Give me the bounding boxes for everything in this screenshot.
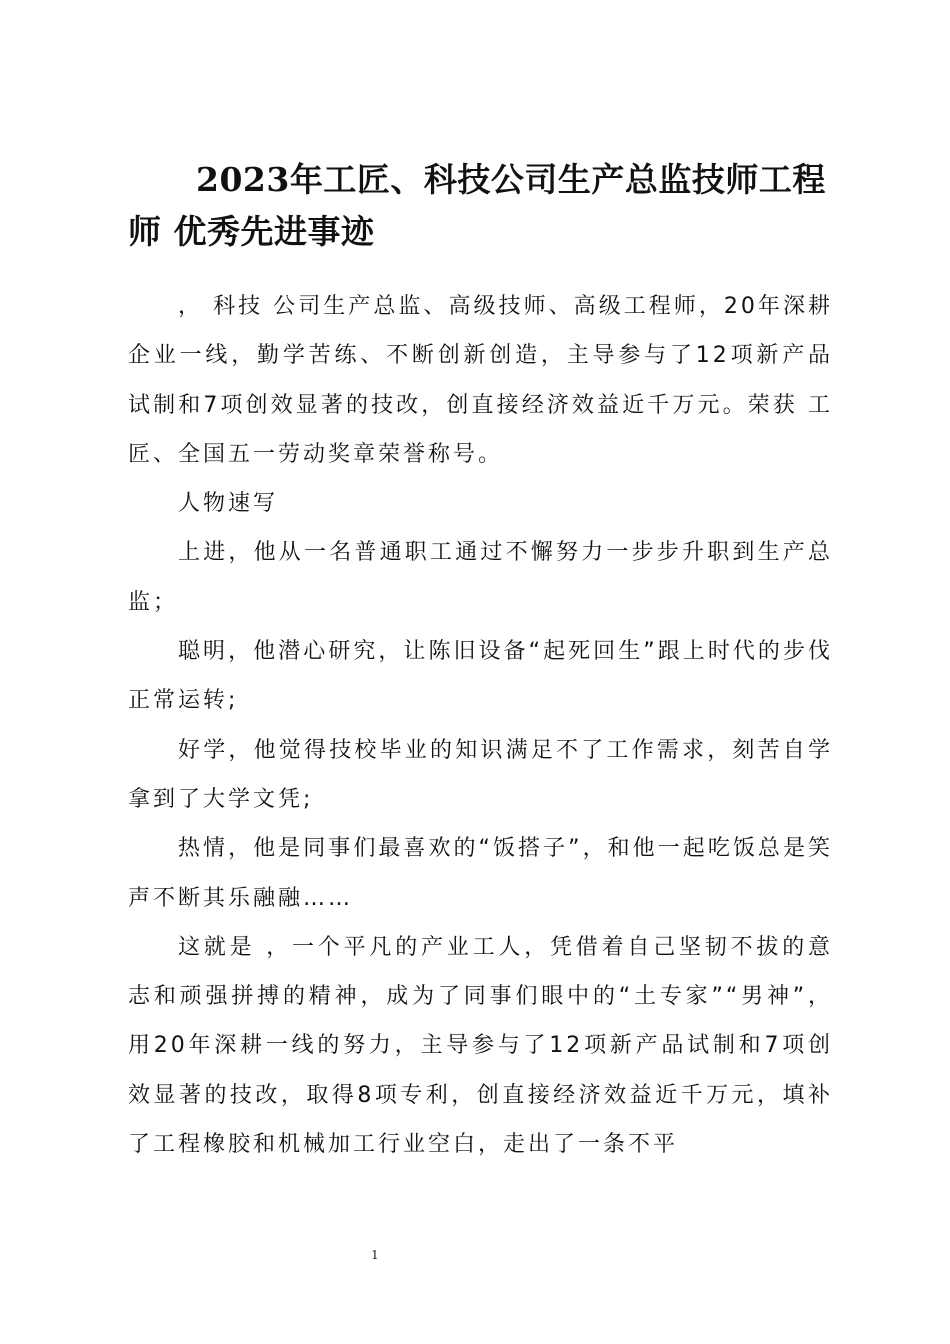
document-title: 2023年工匠、科技公司生产总监技师工程师 优秀先进事迹 <box>128 160 826 251</box>
section-heading-character-sketch: 人物速写 <box>178 491 279 517</box>
summary-paragraph: 这就是 ，一个平凡的产业工人，凭借着自己坚韧不拔的意志和顽强拼搏的精神，成为了同事们眼中的“土专家”“男神”，用20年深耕一线的努力，主导参与了12项新产品试制和7项创效显著的技改，取得8项专利，创直接经济效益近千万元，填补了工程橡胶和机械加工行业空白，走出了一条不平 <box>128 934 833 1158</box>
trait-paragraph-studious: 好学，他觉得技校毕业的知识满足不了工作需求，刻苦自学拿到了大学文凭; <box>128 737 833 812</box>
trait-paragraph-smart: 聪明，他潜心研究，让陈旧设备“起死回生”跟上时代的步伐正常运转; <box>128 639 833 714</box>
page-number: 1 <box>371 1248 379 1262</box>
intro-paragraph: ， 科技 公司生产总监、高级技师、高级工程师，20年深耕企业一线，勤学苦练、不断创新创造，主导参与了12项新产品试制和7项创效显著的技改，创直接经济效益近千万元。荣获 工匠、全国五一劳动奖章荣誉称号。 <box>128 294 833 467</box>
trait-paragraph-warm: 热情，他是同事们最喜欢的“饭搭子”，和他一起吃饭总是笑声不断其乐融融…… <box>128 836 833 911</box>
document-body <box>128 282 833 1169</box>
trait-paragraph-ambitious: 上进，他从一名普通职工通过不懈努力一步步升职到生产总监； <box>128 540 833 615</box>
